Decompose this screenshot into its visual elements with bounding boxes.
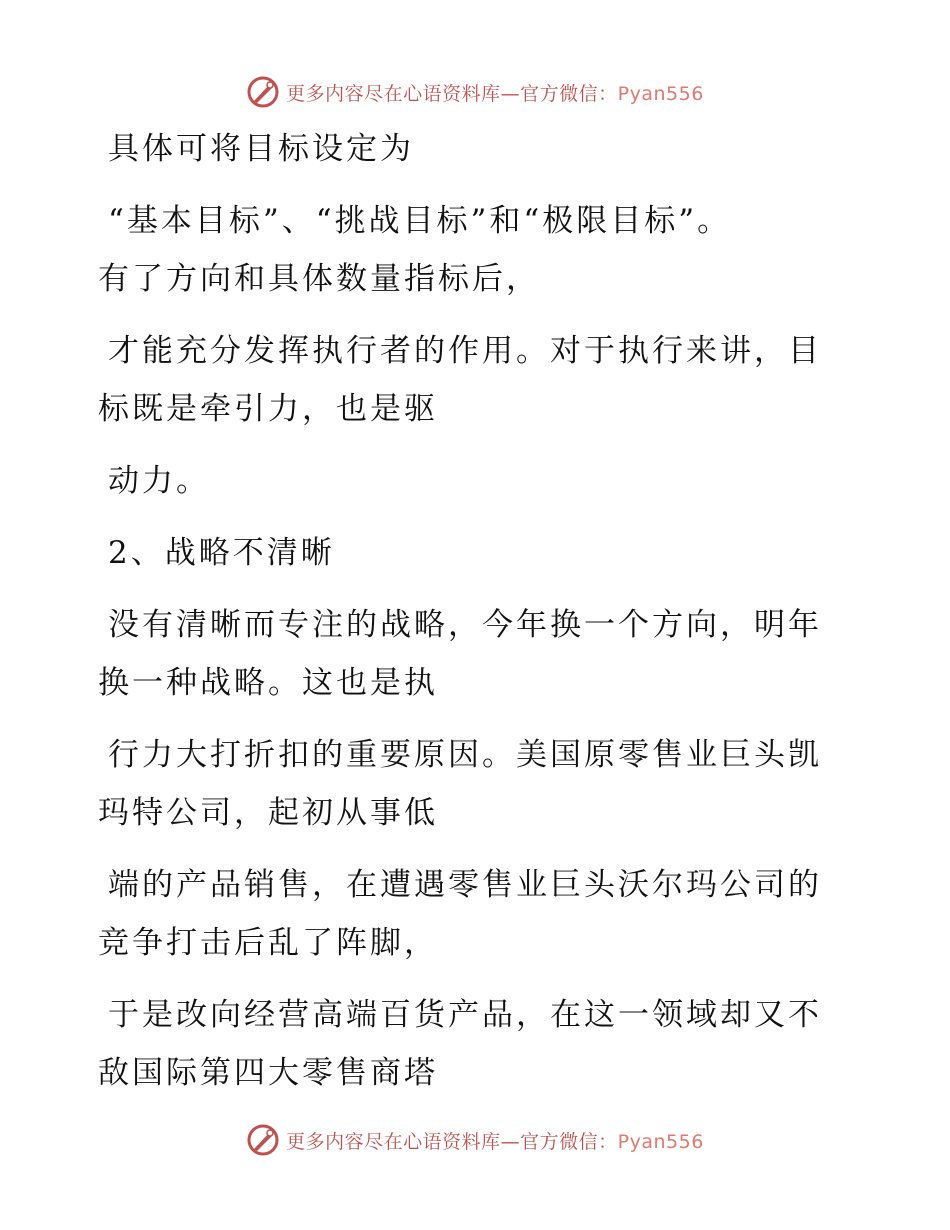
section-heading bbox=[98, 524, 838, 582]
text-line: 于是改向经营高端百货产品，在这一领域却又不 bbox=[108, 997, 822, 1033]
paragraph-9 bbox=[98, 986, 838, 1102]
paragraph-2 bbox=[98, 192, 838, 308]
paragraph-4 bbox=[98, 452, 838, 510]
paragraph-1 bbox=[98, 120, 838, 178]
watermark-wechat-id: Pyan556 bbox=[617, 1130, 704, 1153]
paragraph-3 bbox=[98, 322, 838, 438]
paragraph-6 bbox=[98, 596, 838, 712]
header-watermark bbox=[0, 72, 950, 112]
watermark-text: 更多内容尽在心语资料库—官方微信：Pyan556 bbox=[286, 82, 704, 105]
text-line: 敌国际第四大零售商塔 bbox=[98, 1055, 438, 1091]
text-line: 动力。 bbox=[108, 463, 210, 499]
text-line: 竞争打击后乱了阵脚， bbox=[98, 925, 438, 961]
document-body bbox=[98, 120, 838, 1116]
text-line: 具体可将目标设定为 bbox=[108, 131, 414, 167]
paragraph-8 bbox=[98, 856, 838, 972]
text-line: 有了方向和具体数量指标后， bbox=[98, 261, 540, 297]
footer-watermark bbox=[0, 1120, 950, 1160]
quill-pen-seal-icon bbox=[246, 75, 280, 109]
text-line: 玛特公司，起初从事低 bbox=[98, 795, 438, 831]
text-line: 2、战略不清晰 bbox=[108, 535, 335, 571]
text-line: “基本目标”、“挑战目标”和“极限目标”。 bbox=[108, 203, 732, 239]
text-line: 端的产品销售，在遭遇零售业巨头沃尔玛公司的 bbox=[108, 867, 822, 903]
text-line: 行力大打折扣的重要原因。美国原零售业巨头凯 bbox=[108, 737, 822, 773]
watermark-text: 更多内容尽在心语资料库—官方微信：Pyan556 bbox=[286, 1130, 704, 1153]
quill-pen-seal-icon bbox=[246, 1123, 280, 1157]
text-line: 才能充分发挥执行者的作用。对于执行来讲，目 bbox=[108, 333, 822, 369]
text-line: 没有清晰而专注的战略，今年换一个方向，明年 bbox=[108, 607, 822, 643]
watermark-wechat-id: Pyan556 bbox=[617, 82, 704, 105]
text-line: 换一种战略。这也是执 bbox=[98, 665, 438, 701]
paragraph-7 bbox=[98, 726, 838, 842]
text-line: 标既是牵引力，也是驱 bbox=[98, 391, 438, 427]
